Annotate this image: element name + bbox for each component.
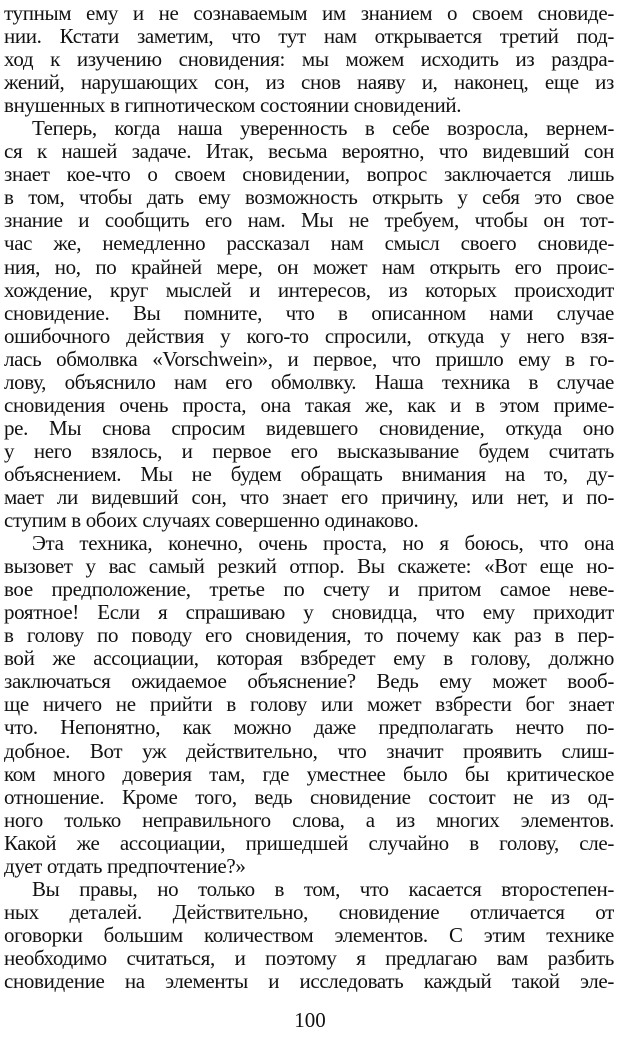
- text-line: в голову по поводу его сновидения, то почему как раз в пер-: [4, 623, 614, 648]
- text-line: вызовет у вас самый резкий отпор. Вы скажете: «Вот еще но-: [4, 554, 614, 579]
- body-text: [4, 2, 614, 993]
- text-line: ком много доверия там, где уместнее было бы критическое: [4, 761, 614, 786]
- text-line: ще ничего не прийти в голову или может взбрести бог знает: [4, 692, 614, 717]
- text-line: ступим в обоих случаях совершенно одинаково.: [4, 508, 419, 533]
- text-line: ошибочного действия у кого-то спросили, откуда у него взя-: [4, 323, 614, 348]
- text-line: отношение. Кроме того, ведь сновидение состоит не из од-: [4, 784, 614, 809]
- text-line: Вы правы, но только в том, что касается второстепен-: [32, 876, 614, 901]
- text-line: жений, нарушающих сон, из снов наяву и, наконец, еще из: [4, 70, 614, 95]
- text-line: добное. Вот уж действительно, что значит проявить слиш-: [4, 738, 614, 763]
- text-line: ся к нашей задаче. Итак, весьма вероятно, что видевший сон: [4, 139, 614, 164]
- text-line: мает ли видевший сон, что знает его причину, или нет, и по-: [4, 484, 614, 509]
- text-line: сновидения очень проста, она такая же, как и в этом приме-: [4, 392, 614, 417]
- text-line: заключаться ожидаемое объяснение? Ведь ему может вооб-: [4, 669, 614, 694]
- text-line: сновидение на элементы и исследовать каждый такой эле-: [4, 968, 614, 993]
- text-line: в том, чтобы дать ему возможность открыть у себя это свое: [4, 185, 614, 210]
- text-line: сновидение. Вы помните, что в описанном нами случае: [4, 300, 614, 325]
- text-line: ход к изучению сновидения: мы можем исходить из раздра-: [4, 47, 614, 72]
- text-line: лову, объяснило нам его обмолвку. Наша техника в случае: [4, 369, 614, 394]
- text-line: дует отдать предпочтение?»: [4, 853, 246, 878]
- text-line: вое предположение, третье по счету и притом самое неве-: [4, 577, 614, 602]
- text-line: внушенных в гипнотическом состоянии сновидений.: [4, 93, 462, 118]
- text-line: Эта техника, конечно, очень проста, но я боюсь, что она: [32, 531, 614, 556]
- text-line: хождение, круг мыслей и интересов, из которых происходит: [4, 277, 614, 302]
- text-line: Теперь, когда наша уверенность в себе возросла, вернем-: [32, 116, 614, 141]
- text-line: знает кое-что о своем сновидении, вопрос заключается лишь: [4, 162, 614, 187]
- text-line: роятное! Если я спрашиваю у сновидца, что ему приходит: [4, 600, 614, 625]
- text-line: тупным ему и не сознаваемым им знанием о своем сновиде-: [4, 1, 614, 25]
- text-line: ных деталей. Действительно, сновидение отличается от: [4, 899, 614, 924]
- text-line: Какой же ассоциации, пришедшей случайно в голову, сле-: [4, 830, 614, 855]
- text-line: ре. Мы снова спросим видевшего сновидение, откуда оно: [4, 415, 614, 440]
- text-line: ного только неправильного слова, а из многих элементов.: [4, 807, 614, 832]
- text-line: ния, но, по крайней мере, он может нам открыть его проис-: [4, 254, 614, 279]
- text-line: нии. Кстати заметим, что тут нам открывается третий под-: [4, 24, 614, 49]
- text-line: знание и сообщить его нам. Мы не требуем, чтобы он тот-: [4, 208, 614, 233]
- text-line: что. Непонятно, как можно даже предполагать нечто по-: [4, 715, 614, 740]
- text-line: час же, немедленно рассказал нам смысл своего сновиде-: [4, 231, 614, 256]
- text-line: у него взялось, и первое его высказывание будем считать: [4, 438, 614, 463]
- text-line: лась обмолвка «Vorschwein», и первое, что пришло ему в го-: [4, 346, 614, 371]
- text-line: объяснением. Мы не будем обращать внимания на то, ду-: [4, 461, 614, 486]
- text-line: вой же ассоциации, которая взбредет ему в голову, должно: [4, 646, 614, 671]
- page-number: 100: [294, 1008, 326, 1032]
- text-line: необходимо считаться, и поэтому я предлагаю вам разбить: [4, 945, 614, 970]
- text-line: оговорки большим количеством элементов. С этим технике: [4, 922, 614, 947]
